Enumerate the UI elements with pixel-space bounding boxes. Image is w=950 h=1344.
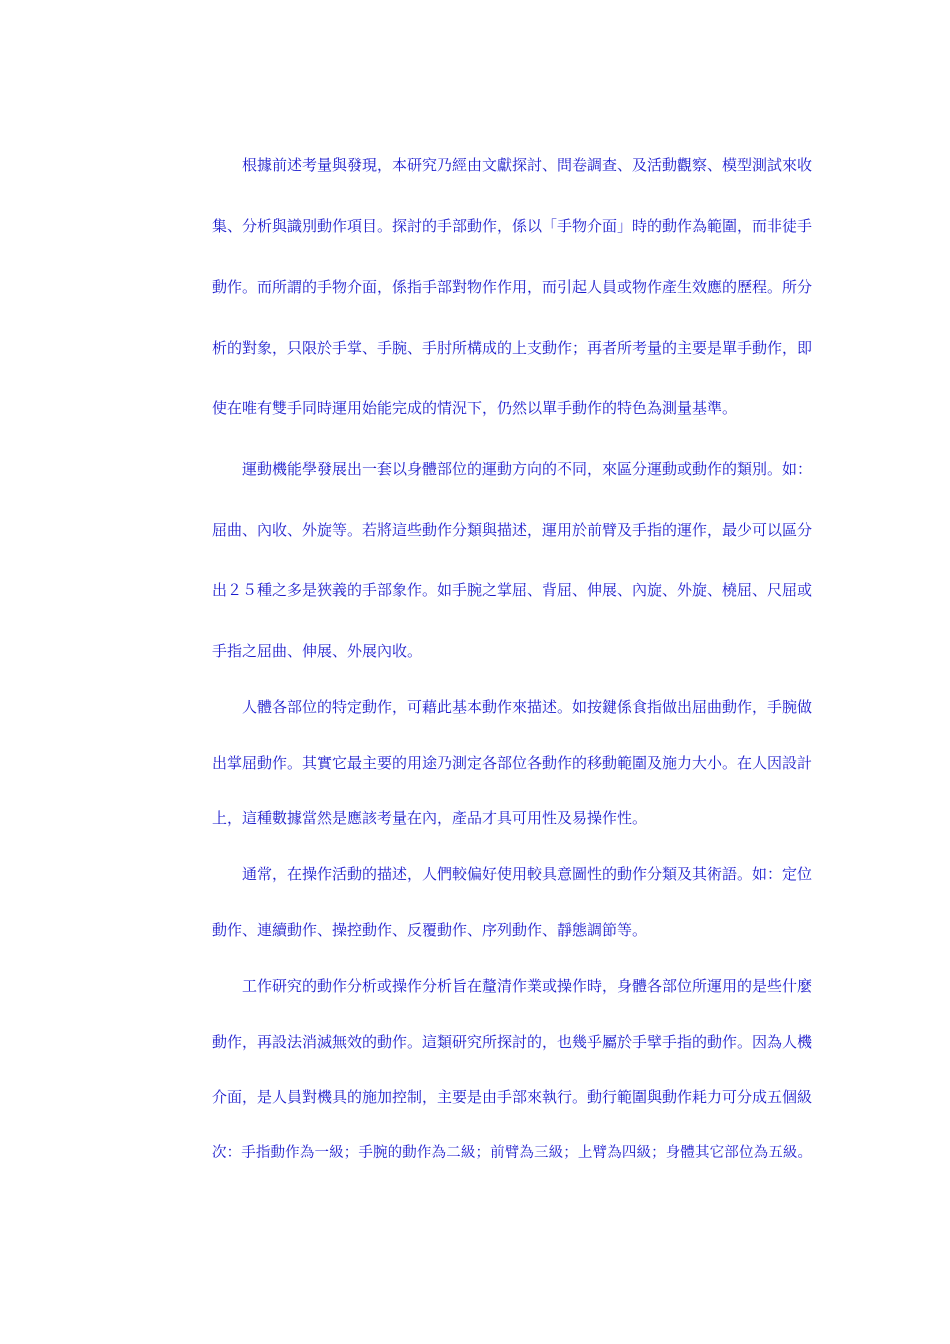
paragraph-1-line-4: 析的對象，只限於手掌、手腕、手肘所構成的上支動作；再者所考量的主要是單手動作，即 bbox=[212, 339, 813, 357]
paragraph-3-line-2: 出掌屈動作。其實它最主要的用途乃測定各部位各動作的移動範圍及施力大小。在人因設計 bbox=[212, 754, 813, 772]
paragraph-1-line-3: 動作。而所謂的手物介面，係指手部對物作作用，而引起人員或物作產生效應的歷程。所分 bbox=[212, 278, 813, 296]
paragraph-2-line-3: 出２５種之多是狹義的手部象作。如手腕之掌屈、背屈、伸展、內旋、外旋、橈屈、尺屈或 bbox=[212, 581, 813, 599]
paragraph-4-line-1: 通常，在操作活動的描述，人們較偏好使用較具意圖性的動作分類及其術語。如：定位 bbox=[242, 865, 813, 883]
paragraph-2-line-4: 手指之屈曲、伸展、外展內收。 bbox=[212, 642, 423, 660]
paragraph-2-line-1: 運動機能學發展出一套以身體部位的運動方向的不同，來區分運動或動作的類別。如： bbox=[242, 460, 813, 478]
paragraph-1-line-5: 使在唯有雙手同時運用始能完成的情況下，仍然以單手動作的特色為測量基準。 bbox=[212, 399, 738, 417]
paragraph-3-line-3: 上，這種數據當然是應該考量在內，產品才具可用性及易操作性。 bbox=[212, 809, 648, 827]
paragraph-5-line-4: 次：手指動作為一級；手腕的動作為二級；前臂為三級；上臂為四級；身體其它部位為五級。 bbox=[212, 1145, 812, 1161]
paragraph-5-line-3: 介面，是人員對機具的施加控制，主要是由手部來執行。動行範圍與動作耗力可分成五個級 bbox=[212, 1088, 813, 1106]
paragraph-4-line-2: 動作、連續動作、操控動作、反覆動作、序列動作、靜態調節等。 bbox=[212, 921, 648, 939]
paragraph-1-line-2: 集、分析與識別動作項目。探討的手部動作，係以「手物介面」時的動作為範圍，而非徒手 bbox=[212, 217, 813, 235]
paragraph-1-line-1: 根據前述考量與發現，本研究乃經由文獻探討、問卷調查、及活動觀察、模型測試來收 bbox=[242, 156, 813, 174]
paragraph-2-line-2: 屈曲、內收、外旋等。若將這些動作分類與描述，運用於前臂及手指的運作，最少可以區分 bbox=[212, 521, 813, 539]
paragraph-5-line-1: 工作研究的動作分析或操作分析旨在釐清作業或操作時，身體各部位所運用的是些什麼 bbox=[242, 977, 813, 995]
paragraph-5-line-2: 動作，再設法消滅無效的動作。這類研究所探討的，也幾乎屬於手擘手指的動作。因為人機 bbox=[212, 1033, 813, 1051]
paragraph-3-line-1: 人體各部位的特定動作，可藉此基本動作來描述。如按鍵係食指做出屈曲動作，手腕做 bbox=[242, 698, 813, 716]
